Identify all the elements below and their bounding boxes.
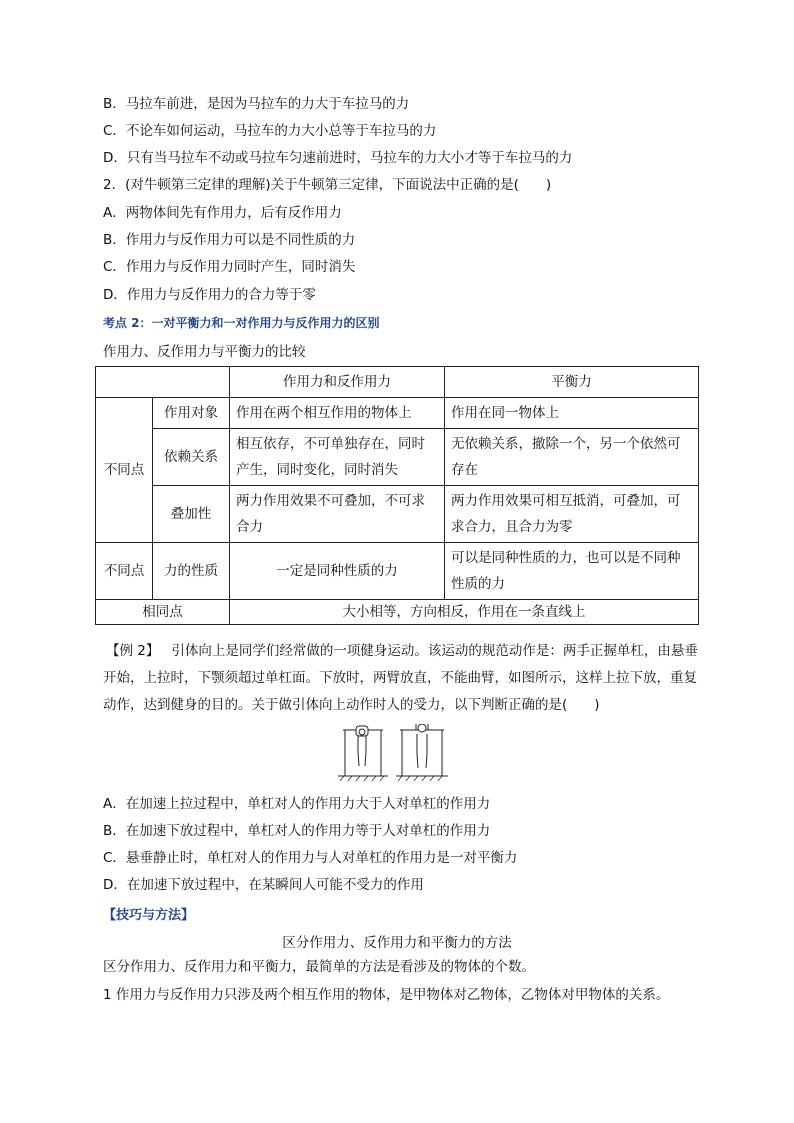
- table-row-label: 依赖关系: [153, 429, 230, 486]
- table-header-row: [96, 367, 699, 398]
- q1-option-b: B．马拉车前进，是因为马拉车的力大于车拉马的力: [103, 96, 410, 112]
- table-header-blank: [96, 367, 230, 398]
- tips-title: 区分作用力、反作用力和平衡力的方法: [282, 935, 512, 951]
- section-title: 考点 2：一对平衡力和一对作用力与反作用力的区别: [103, 316, 380, 330]
- table-same-value: 大小相等，方向相反，作用在一条直线上: [230, 600, 699, 625]
- comparison-table: [95, 366, 699, 625]
- tips-line-1: 区分作用力、反作用力和平衡力，最简单的方法是看涉及的物体的个数。: [103, 959, 535, 975]
- table-cell: 无依赖关系，撤除一个，另一个依然可存在: [445, 429, 699, 486]
- q1-option-c: C．不论车如何运动，马拉车的力大小总等于车拉马的力: [103, 123, 437, 139]
- table-row-label: 力的性质: [153, 543, 230, 600]
- table-cell: 可以是同种性质的力，也可以是不同种性质的力: [445, 543, 699, 600]
- table-cell: 相互依存，不可单独存在，同时产生，同时变化，同时消失: [230, 429, 445, 486]
- example-text: 引体向上是同学们经常做的一项健身运动。该运动的规范动作是：两手正握单杠，由悬垂开始，上拉时，下颚须超过单杠面。下放时，两臂放直，不能曲臂，如图所示，这样上拉下放，重复动作，达到健身的目的。关于做引体向上动作时人的受力，以下判断正确的是( ): [103, 643, 698, 713]
- example-option-b: B．在加速下放过程中，单杠对人的作用力等于人对单杠的作用力: [103, 823, 491, 839]
- q1-option-d: D．只有当马拉车不动或马拉车匀速前进时，马拉车的力大小才等于车拉马的力: [103, 150, 573, 166]
- table-cell: 作用在两个相互作用的物体上: [230, 398, 445, 429]
- q2-option-b: B．作用力与反作用力可以是不同性质的力: [103, 232, 356, 248]
- table-row-label: 叠加性: [153, 486, 230, 543]
- table-header-balanced: 平衡力: [445, 367, 699, 398]
- table-row: [96, 429, 699, 486]
- table-same-label: 相同点: [96, 600, 230, 625]
- pull-up-figure: [338, 724, 450, 784]
- table-cell: 两力作用效果不可叠加，不可求合力: [230, 486, 445, 543]
- table-group-label: 不同点: [96, 398, 153, 543]
- q2-option-a: A．两物体间先有作用力，后有反作用力: [103, 205, 342, 221]
- example-option-c: C．悬垂静止时，单杠对人的作用力与人对单杠的作用力是一对平衡力: [103, 850, 518, 866]
- table-row-label: 作用对象: [153, 398, 230, 429]
- table-cell: 作用在同一物体上: [445, 398, 699, 429]
- table-cell: 一定是同种性质的力: [230, 543, 445, 600]
- table-header-action-reaction: 作用力和反作用力: [230, 367, 445, 398]
- head-right: [418, 724, 426, 732]
- tips-line-2: 1 作用力与反作用力只涉及两个相互作用的物体，是甲物体对乙物体，乙物体对甲物体的关系。: [103, 987, 670, 1003]
- table-row: [96, 486, 699, 543]
- example-option-d: D．在加速下放过程中，在某瞬间人可能不受力的作用: [103, 877, 424, 893]
- example-option-a: A．在加速上拉过程中，单杠对人的作用力大于人对单杠的作用力: [103, 796, 491, 812]
- table-row: [96, 543, 699, 600]
- table-caption: 作用力、反作用力与平衡力的比较: [103, 344, 306, 360]
- tips-heading: 【技巧与方法】: [103, 908, 195, 923]
- table-cell: 两力作用效果可相互抵消，可叠加，可求合力，且合力为零: [445, 486, 699, 543]
- table-row: [96, 398, 699, 429]
- table-row: [96, 600, 699, 625]
- q2-option-d: D．作用力与反作用力的合力等于零: [103, 287, 316, 303]
- q2-option-c: C．作用力与反作用力同时产生，同时消失: [103, 259, 356, 275]
- table-group-label: 不同点: [96, 543, 153, 600]
- example-tag: 【例 2】: [106, 643, 160, 659]
- q2-stem: 2．(对牛顿第三定律的理解)关于牛顿第三定律，下面说法中正确的是( ): [103, 177, 552, 193]
- example-paragraph: [103, 638, 703, 719]
